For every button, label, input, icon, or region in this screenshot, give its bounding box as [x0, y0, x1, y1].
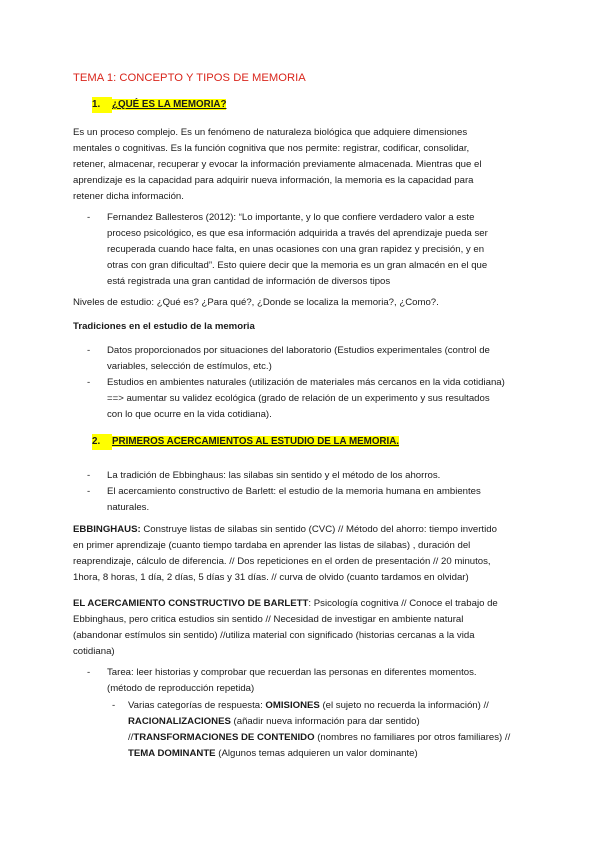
section-1-number: 1. — [92, 97, 112, 113]
tradition-line: variables, selección de estímulos, etc.) — [107, 361, 272, 372]
task-line: Tarea: leer historias y comprobar que recuerdan las personas en diferentes momentos. — [107, 667, 477, 678]
quote-line: otras con gran dificultad”. Esto quiere decir que la memoria es un gran almacén en el que — [107, 260, 488, 271]
paragraph-line: retener dicha información. — [73, 191, 184, 202]
omisiones-label: OMISIONES — [265, 700, 320, 711]
paragraph-line: Es un proceso complejo. Es un fenómeno de naturaleza biológica que adquiere dimensiones — [73, 127, 468, 138]
transformaciones-label: TRANSFORMACIONES DE CONTENIDO — [133, 732, 315, 743]
section-2-title: PRIMEROS ACERCAMIENTOS AL ESTUDIO DE LA MEMORIA. — [112, 436, 400, 447]
bullet-dash: - — [87, 212, 91, 223]
bullet-dash: - — [112, 700, 116, 711]
response-categories-bullet — [112, 698, 524, 762]
paragraph-line: Construye listas de silabas sin sentido (CVC) // Método del ahorro: tiempo invertido — [140, 524, 497, 535]
paragraph-line: 1hora, 8 horas, 1 día, 2 días, 5 días y 31 días. // curva de olvido (cuanto tardamos en olvidar) — [73, 572, 469, 583]
tradition-line: Datos proporcionados por situaciones del laboratorio (Estudios experimentales (control de — [107, 345, 490, 356]
section-1-title: ¿QUÉ ES LA MEMORIA? — [112, 99, 227, 110]
bullet-dash: - — [87, 345, 91, 356]
transformaciones-description: (nombres no familiares por otros familiares) // — [314, 732, 511, 743]
memory-definition-paragraph — [73, 125, 521, 205]
bullet-dash: - — [87, 667, 91, 678]
section-2-heading — [92, 434, 399, 450]
paragraph-line: aprendizaje es la capacidad para adquirir nueva información, la memoria es la capacidad para — [73, 175, 474, 186]
paragraph-line: : Psicología cognitiva // Conoce el trabajo de — [308, 598, 498, 609]
paragraph-line: mentales o cognitivas. Es la función cognitiva que nos permite: registrar, codificar, consolidar, — [73, 143, 470, 154]
ebbinghaus-label: EBBINGHAUS: — [73, 524, 141, 535]
task-line: (método de reproducción repetida) — [107, 683, 255, 694]
omisiones-description: (el sujeto no recuerda la información) // — [319, 700, 489, 711]
paragraph-line: (abandonar estímulos sin sentido) //utiliza material con significado (historias cercanas a la vida — [73, 630, 475, 641]
tradition-bullet — [87, 375, 519, 423]
transformaciones-prefix: // — [128, 732, 134, 743]
task-bullet — [87, 665, 519, 697]
tradition-line: con lo que ocurre en la vida cotidiana). — [107, 409, 272, 420]
page-title: TEMA 1: CONCEPTO Y TIPOS DE MEMORIA — [73, 72, 306, 84]
section-2-number: 2. — [92, 434, 112, 450]
approach-line: naturales. — [107, 502, 150, 513]
barlett-label: EL ACERCAMIENTO CONSTRUCTIVO DE BARLETT — [73, 598, 309, 609]
bullet-dash: - — [87, 377, 91, 388]
traditions-heading: Tradiciones en el estudio de la memoria — [73, 321, 255, 332]
bullet-dash: - — [87, 470, 91, 481]
tradition-bullet — [87, 343, 519, 375]
approach-bullet — [87, 484, 519, 516]
bullet-dash: - — [87, 486, 91, 497]
paragraph-line: Ebbinghaus, pero critica estudios sin sentido // Necesidad de investigar en ambiente natural — [73, 614, 464, 625]
tradition-line: Estudios en ambientes naturales (utilización de materiales más cercanos en la vida cotidiana) — [107, 377, 505, 388]
racionalizaciones-label: RACIONALIZACIONES — [128, 716, 231, 727]
quote-line: recuperada cuando hace falta, en unas ocasiones con una gran rapidez y precisión, y en — [107, 244, 485, 255]
quote-line: proceso psicológico, es que esa información adquirida a través del aprendizaje pueda ser — [107, 228, 488, 239]
quote-bullet — [87, 210, 519, 290]
paragraph-line: retener, almacenar, recuperar y evocar la información previamente almacenada. Mientras que el — [73, 159, 482, 170]
paragraph-line: en primer aprendizaje (cuanto tiempo tardaba en aprender las listas de silabas) , duración del — [73, 540, 471, 551]
racionalizaciones-description: (añadir nueva información para dar sentido) — [230, 716, 420, 727]
categories-intro: Varias categorías de respuesta: — [128, 700, 266, 711]
section-1-heading — [92, 97, 226, 113]
paragraph-line: reaprendizaje, cálculo de diferencia. // Dos repeticiones en el orden de presentación // 20 minutos, — [73, 556, 491, 567]
paragraph-line: cotidiana) — [73, 646, 115, 657]
barlett-paragraph — [73, 596, 521, 660]
quote-line: Fernandez Ballesteros (2012): “Lo importante, y lo que confiere verdadero valor a este — [107, 212, 475, 223]
tema-dominante-description: (Algunos temas adquieren un valor dominante) — [215, 748, 418, 759]
study-levels-text: Niveles de estudio: ¿Qué es? ¿Para qué?, ¿Donde se localiza la memoria?, ¿Como?. — [73, 297, 439, 308]
tradition-line: ==> aumentar su validez ecológica (grado de relación de un experimento y sus resultados — [107, 393, 490, 404]
approach-line: La tradición de Ebbinghaus: las silabas sin sentido y el método de los ahorros. — [107, 470, 441, 481]
quote-line: está registrada una gran cantidad de información de diversos tipos — [107, 276, 391, 287]
approach-line: El acercamiento constructivo de Barlett: el estudio de la memoria humana en ambientes — [107, 486, 481, 497]
ebbinghaus-paragraph — [73, 522, 521, 586]
tema-dominante-label: TEMA DOMINANTE — [128, 748, 216, 759]
approach-bullet — [87, 468, 519, 484]
